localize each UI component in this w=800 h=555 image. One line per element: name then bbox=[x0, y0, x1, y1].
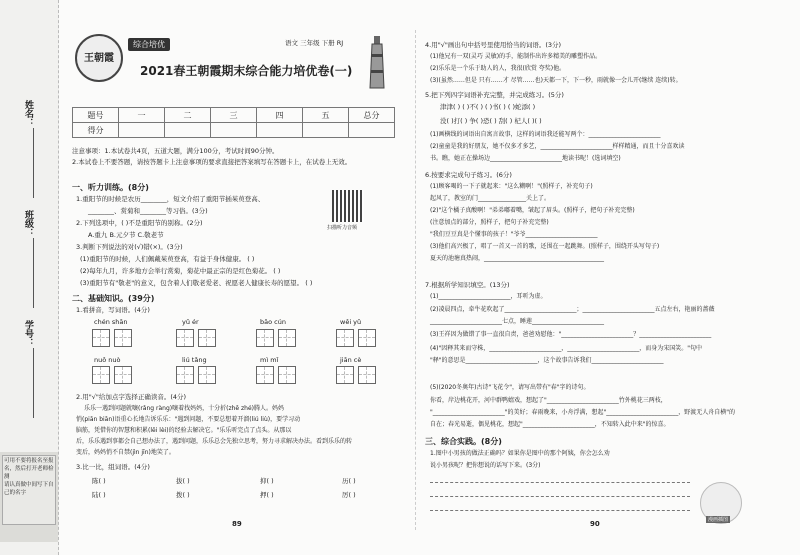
compare-item[interactable]: 拨( ) bbox=[176, 491, 190, 499]
sidebar-instructions bbox=[2, 455, 56, 525]
question-line: (1)画横线的词语出自寓言故事，这样的词语我还能写两个：________________________ bbox=[430, 131, 661, 138]
note-line: 2.本试卷上不要答题，请按答题卡上注意事项的要求直接把答案填写在答题卡上，在试卷上无效。 bbox=[72, 158, 352, 166]
question-line: 3.比一比，组词语。(4分) bbox=[76, 463, 150, 471]
question-options: A.重九 B.元夕节 C.敬老节 bbox=[88, 231, 164, 239]
page-number-right: 90 bbox=[590, 520, 600, 528]
pinyin-label: wěi yǔ bbox=[340, 318, 362, 326]
name-label: 姓名： bbox=[23, 100, 33, 127]
compare-item[interactable]: 历( ) bbox=[342, 477, 356, 485]
question-line: ________________________七点，睡莲________________________ bbox=[430, 318, 605, 325]
score-header-cell: 总分 bbox=[349, 108, 395, 123]
judge-item: (3)重阳节有"敬老"的意义，包含着人们敬老爱老、祝愿老人健康长寿的愿望。 ( ) bbox=[80, 279, 313, 287]
question-line: (1)顾客喝的一下子就起来："这么糊啊！"(照样子，补充句子) bbox=[430, 183, 593, 190]
id-field-line bbox=[33, 348, 36, 418]
pinyin-label: nuǒ nuò bbox=[94, 356, 121, 364]
score-cell[interactable] bbox=[119, 123, 165, 138]
question-line: 说小男孩呢？把你想说的话写下来。(3分) bbox=[430, 462, 541, 469]
question-line: 5.把下列四字词语补充完整，并完成练习。(5分) bbox=[425, 91, 564, 99]
idiom-row[interactable]: 津津( ) ( )不( ) ( )书( ) ( )蛇添( ) bbox=[440, 103, 536, 111]
compare-item[interactable]: 押( ) bbox=[260, 491, 274, 499]
question-line: (3)(虽然……但是 只有……才 尽管……也)天都一下，下一秒，雨就像一会儿开(继续 连续)转。 bbox=[430, 77, 682, 84]
question-line: 6.按要求完成句子练习。(6分) bbox=[425, 171, 512, 179]
id-label: 学号： bbox=[23, 320, 33, 347]
question-line: (注意加点的部分，照样子，把句子补充完整) bbox=[430, 219, 549, 226]
question-line: 2.用"√"给加点字选择正确读音。(4分) bbox=[76, 393, 187, 401]
writing-grid[interactable] bbox=[176, 329, 216, 347]
section-basics: 二、基础知识。(39分) bbox=[72, 294, 155, 303]
section-practice: 三、综合实践。(8分) bbox=[425, 437, 502, 446]
question-line: 夏天的池塘真热闹，________________________________________ bbox=[430, 255, 605, 262]
page-divider bbox=[415, 30, 416, 530]
exam-notes bbox=[72, 146, 432, 168]
brand-logo: 王朝霞 bbox=[75, 34, 123, 82]
question-line: 自在；春光易逝，偶见桃花，想起"________________________，不知转入此中来"的惊喜。 bbox=[430, 421, 670, 428]
compare-item[interactable]: 陆( ) bbox=[92, 491, 106, 499]
question-line: 2.下列选项中，( )不是重阳节的别称。(2分) bbox=[76, 219, 203, 227]
passage-line: 变后，妈妈悄不自禁(jìn jīn)地笑了。 bbox=[76, 449, 175, 456]
answer-line[interactable] bbox=[430, 496, 690, 497]
question-line: 起风了，教室的门________________关上了。 bbox=[430, 195, 551, 202]
illustration-caption: 漫画插图 bbox=[708, 517, 729, 523]
score-header-cell: 四 bbox=[257, 108, 303, 123]
writing-grid[interactable] bbox=[92, 366, 132, 384]
passage-line: 乐乐一遇到问题就嚷(rǎng ràng)嚷着找妈妈，十分折(zhē zhé)腾人。妈妈 bbox=[84, 405, 284, 412]
question-line: (1)他兄有一双(灵巧 灵敏)的手，能制作出许多精美的雕塑作品。 bbox=[430, 53, 602, 60]
answer-line[interactable] bbox=[430, 510, 690, 511]
score-cell[interactable] bbox=[165, 123, 211, 138]
judge-item: (2)每年九月，许多地方会举行赏菊，菊花中最正宗的是红色菊花。 ( ) bbox=[80, 267, 281, 275]
page-title: 2021春王朝霞期末综合能力培优卷(一) bbox=[140, 64, 353, 78]
instruction-line: 请认真做中间写下自己的名字 bbox=[4, 482, 54, 496]
score-label-cell: 得分 bbox=[73, 123, 119, 138]
question-line: 你看，岸边桃花开，河中群鸭嬉戏，想起了"________________________竹外桃花三两枝， bbox=[430, 397, 667, 404]
class-label: 班级： bbox=[23, 210, 33, 237]
pinyin-label: liú tǎng bbox=[182, 356, 207, 364]
score-header-cell: 一 bbox=[119, 108, 165, 123]
question-line: "________________________"的美好；春雨晚来，小舟浮满，想起"________________________，野渡无人舟自横"的 bbox=[430, 409, 736, 416]
answer-line[interactable] bbox=[430, 482, 690, 483]
compare-item[interactable]: 陈( ) bbox=[92, 477, 106, 485]
score-cell[interactable] bbox=[257, 123, 303, 138]
subject-meta: 语文 三年级 下册 RJ bbox=[285, 39, 344, 47]
qr-code[interactable] bbox=[332, 190, 364, 222]
passage-line: 悄(piān biān)语重心长地告诉乐乐："遇到问题，不要总想着开溜(liú liù)，要学习动 bbox=[76, 416, 301, 423]
score-header-cell: 五 bbox=[303, 108, 349, 123]
passage-line: 后，乐乐遇到事都会自己想办法了，遇到问题，乐乐总会先独立思考，努力寻求解决办法。看到乐乐的转 bbox=[76, 438, 353, 445]
writing-grid[interactable] bbox=[256, 329, 296, 347]
section-listening: 一、听力训练。(8分) bbox=[72, 183, 149, 192]
lighthouse-icon bbox=[367, 30, 387, 90]
qr-caption: 扫描听力音频 bbox=[327, 225, 358, 231]
pinyin-label: mì mǐ bbox=[260, 356, 279, 364]
question-line: (3)他们高兴极了，唱了一首又一首的歌，还围在一起跳舞。(照样子，围绕开头写句子) bbox=[430, 243, 660, 250]
pinyin-label: bāo cún bbox=[260, 318, 286, 326]
question-line: 1.图中小男孩的做法正确吗？如果你是图中的那个阿姨，你会怎么劝 bbox=[430, 450, 610, 457]
writing-grid[interactable] bbox=[92, 329, 132, 347]
note-line: 注意事项：1.本试卷共4页，五道大题，满分100分，考试时间90分钟。 bbox=[72, 147, 279, 155]
question-line: 1.看拼音，写词语。(4分) bbox=[76, 306, 150, 314]
question-line: 1.重阳节的时候是农历________，短文介绍了重阳节插茱萸登高、 bbox=[76, 195, 265, 203]
question-line: 4.用"√"画出句中括号里使用恰当的词语。(3分) bbox=[425, 41, 562, 49]
question-line: (2)乐乐是一个乐于助人的人，我很(欣赏 夸奖)他。 bbox=[430, 65, 566, 72]
question-line: 7.根据所学知识填空。(13分) bbox=[425, 281, 510, 289]
class-field-line bbox=[33, 238, 36, 308]
question-line: (4)"因释其来而守株，________________________，________________________，而身为宋国笑。"句中 bbox=[430, 345, 703, 352]
pinyin-label: yǔ ér bbox=[182, 318, 199, 326]
instruction-line: 可用不要将报名至报名，然后打开老师检测 bbox=[4, 458, 54, 480]
question-line: (5)(2020冬奥年)古诗"飞花令"，请写出带有"春"字的诗句。 bbox=[430, 384, 590, 391]
compare-item[interactable]: 抑( ) bbox=[260, 477, 274, 485]
question-line: (2)童童是我的好朋友，她不仅多才多艺，________________________样样精通，而且十分喜欢读 bbox=[430, 143, 685, 150]
writing-grid[interactable] bbox=[336, 329, 376, 347]
score-header-cell: 题号 bbox=[73, 108, 119, 123]
judge-item: (1)重阳节的时候，人们佩戴茱萸登高，有益于身体健康。 ( ) bbox=[80, 255, 255, 263]
question-line: (2)凌晨四点，牵牛花吹起了________________________；________________________五点左右，艳丽的蔷薇 bbox=[430, 306, 715, 313]
score-cell[interactable] bbox=[349, 123, 395, 138]
score-cell[interactable] bbox=[303, 123, 349, 138]
question-line: 3.判断下列说法的对(√)错(×)。(3分) bbox=[76, 243, 183, 251]
compare-item[interactable]: 厉( ) bbox=[342, 491, 356, 499]
score-header-cell: 二 bbox=[165, 108, 211, 123]
passage-line: 脑筋，凭借你的智慧和积累(lěi lèi)的经验去解决它。"乐乐听完点了点头。从那以 bbox=[76, 427, 292, 434]
category-tag: 综合培优 bbox=[128, 38, 170, 51]
score-header-cell: 三 bbox=[211, 108, 257, 123]
idiom-row[interactable]: 没( )打( ) 争( )恐( ) 刮( ) 杞人( )( ) bbox=[440, 117, 542, 125]
compare-item[interactable]: 拔( ) bbox=[176, 477, 190, 485]
score-table bbox=[72, 107, 395, 138]
name-field-line bbox=[33, 128, 36, 198]
writing-grid[interactable] bbox=[256, 366, 296, 384]
writing-grid[interactable] bbox=[176, 366, 216, 384]
page-number-left: 89 bbox=[232, 520, 242, 528]
pinyin-label: chén shān bbox=[94, 318, 128, 326]
question-line: (2)"这个橘子真酸啊！"弟弟嘟着嘴，皱起了眉头。(照样子，把句子补充完整) bbox=[430, 207, 635, 214]
question-line: "释"的意思是________________________，这个故事告诉我们________________________ bbox=[430, 357, 664, 364]
question-line: (3)王祥因为做错了事一直很自责，爸爸劝慰他："________________________？________________________ bbox=[430, 331, 712, 338]
question-line: "我们豆豆真是个懂事的孩子！"爷爷________________________ bbox=[430, 231, 598, 238]
question-line: ________、赏菊和________等习俗。(3分) bbox=[88, 207, 208, 215]
writing-grid[interactable] bbox=[336, 366, 376, 384]
question-line: (1)________________________，耳听为虚。 bbox=[430, 293, 547, 300]
pinyin-label: jiān cè bbox=[340, 356, 362, 364]
score-cell[interactable] bbox=[211, 123, 257, 138]
question-line: 书。瞧，她正在操场边________________________地读书呢！(选词填空) bbox=[430, 155, 621, 162]
